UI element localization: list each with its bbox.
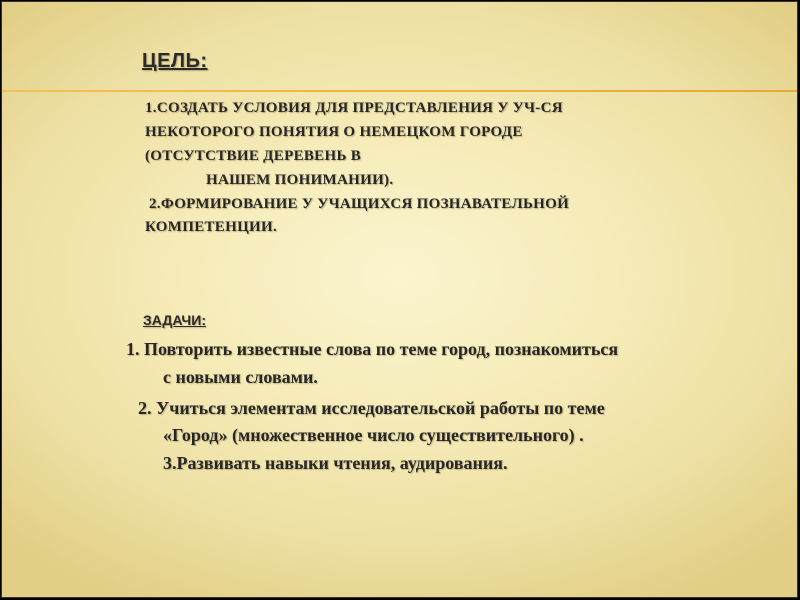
slide	[1, 1, 798, 598]
tasks-heading: ЗАДАЧИ:	[143, 312, 206, 328]
goal-line: НАШЕМ ПОНИМАНИИ).	[206, 172, 394, 188]
goal-line: (ОТСУТСТВИЕ ДЕРЕВЕНЬ В	[145, 148, 362, 164]
goal-line: КОМПЕТЕНЦИИ.	[145, 219, 278, 235]
title-divider	[2, 90, 798, 92]
goal-heading: ЦЕЛЬ:	[142, 50, 208, 72]
task-line: 3.Развивать навыки чтения, аудирования.	[163, 453, 508, 473]
goal-line: НЕКОТОРОГО ПОНЯТИЯ О НЕМЕЦКОМ ГОРОДЕ	[145, 124, 523, 140]
task-line: «Город» (множественное число существительного) .	[163, 425, 584, 445]
task-line: с новыми словами.	[163, 367, 318, 387]
task-line: 2. Учиться элементам исследовательской работы по теме	[138, 398, 605, 418]
goal-line: 1.СОЗДАТЬ УСЛОВИЯ ДЛЯ ПРЕДСТАВЛЕНИЯ У УЧ-СЯ	[145, 100, 563, 116]
task-line: 1. Повторить известные слова по теме город, познакомиться	[126, 339, 619, 359]
goal-line: 2.ФОРМИРОВАНИЕ У УЧАЩИХСЯ ПОЗНАВАТЕЛЬНОЙ	[149, 196, 570, 212]
